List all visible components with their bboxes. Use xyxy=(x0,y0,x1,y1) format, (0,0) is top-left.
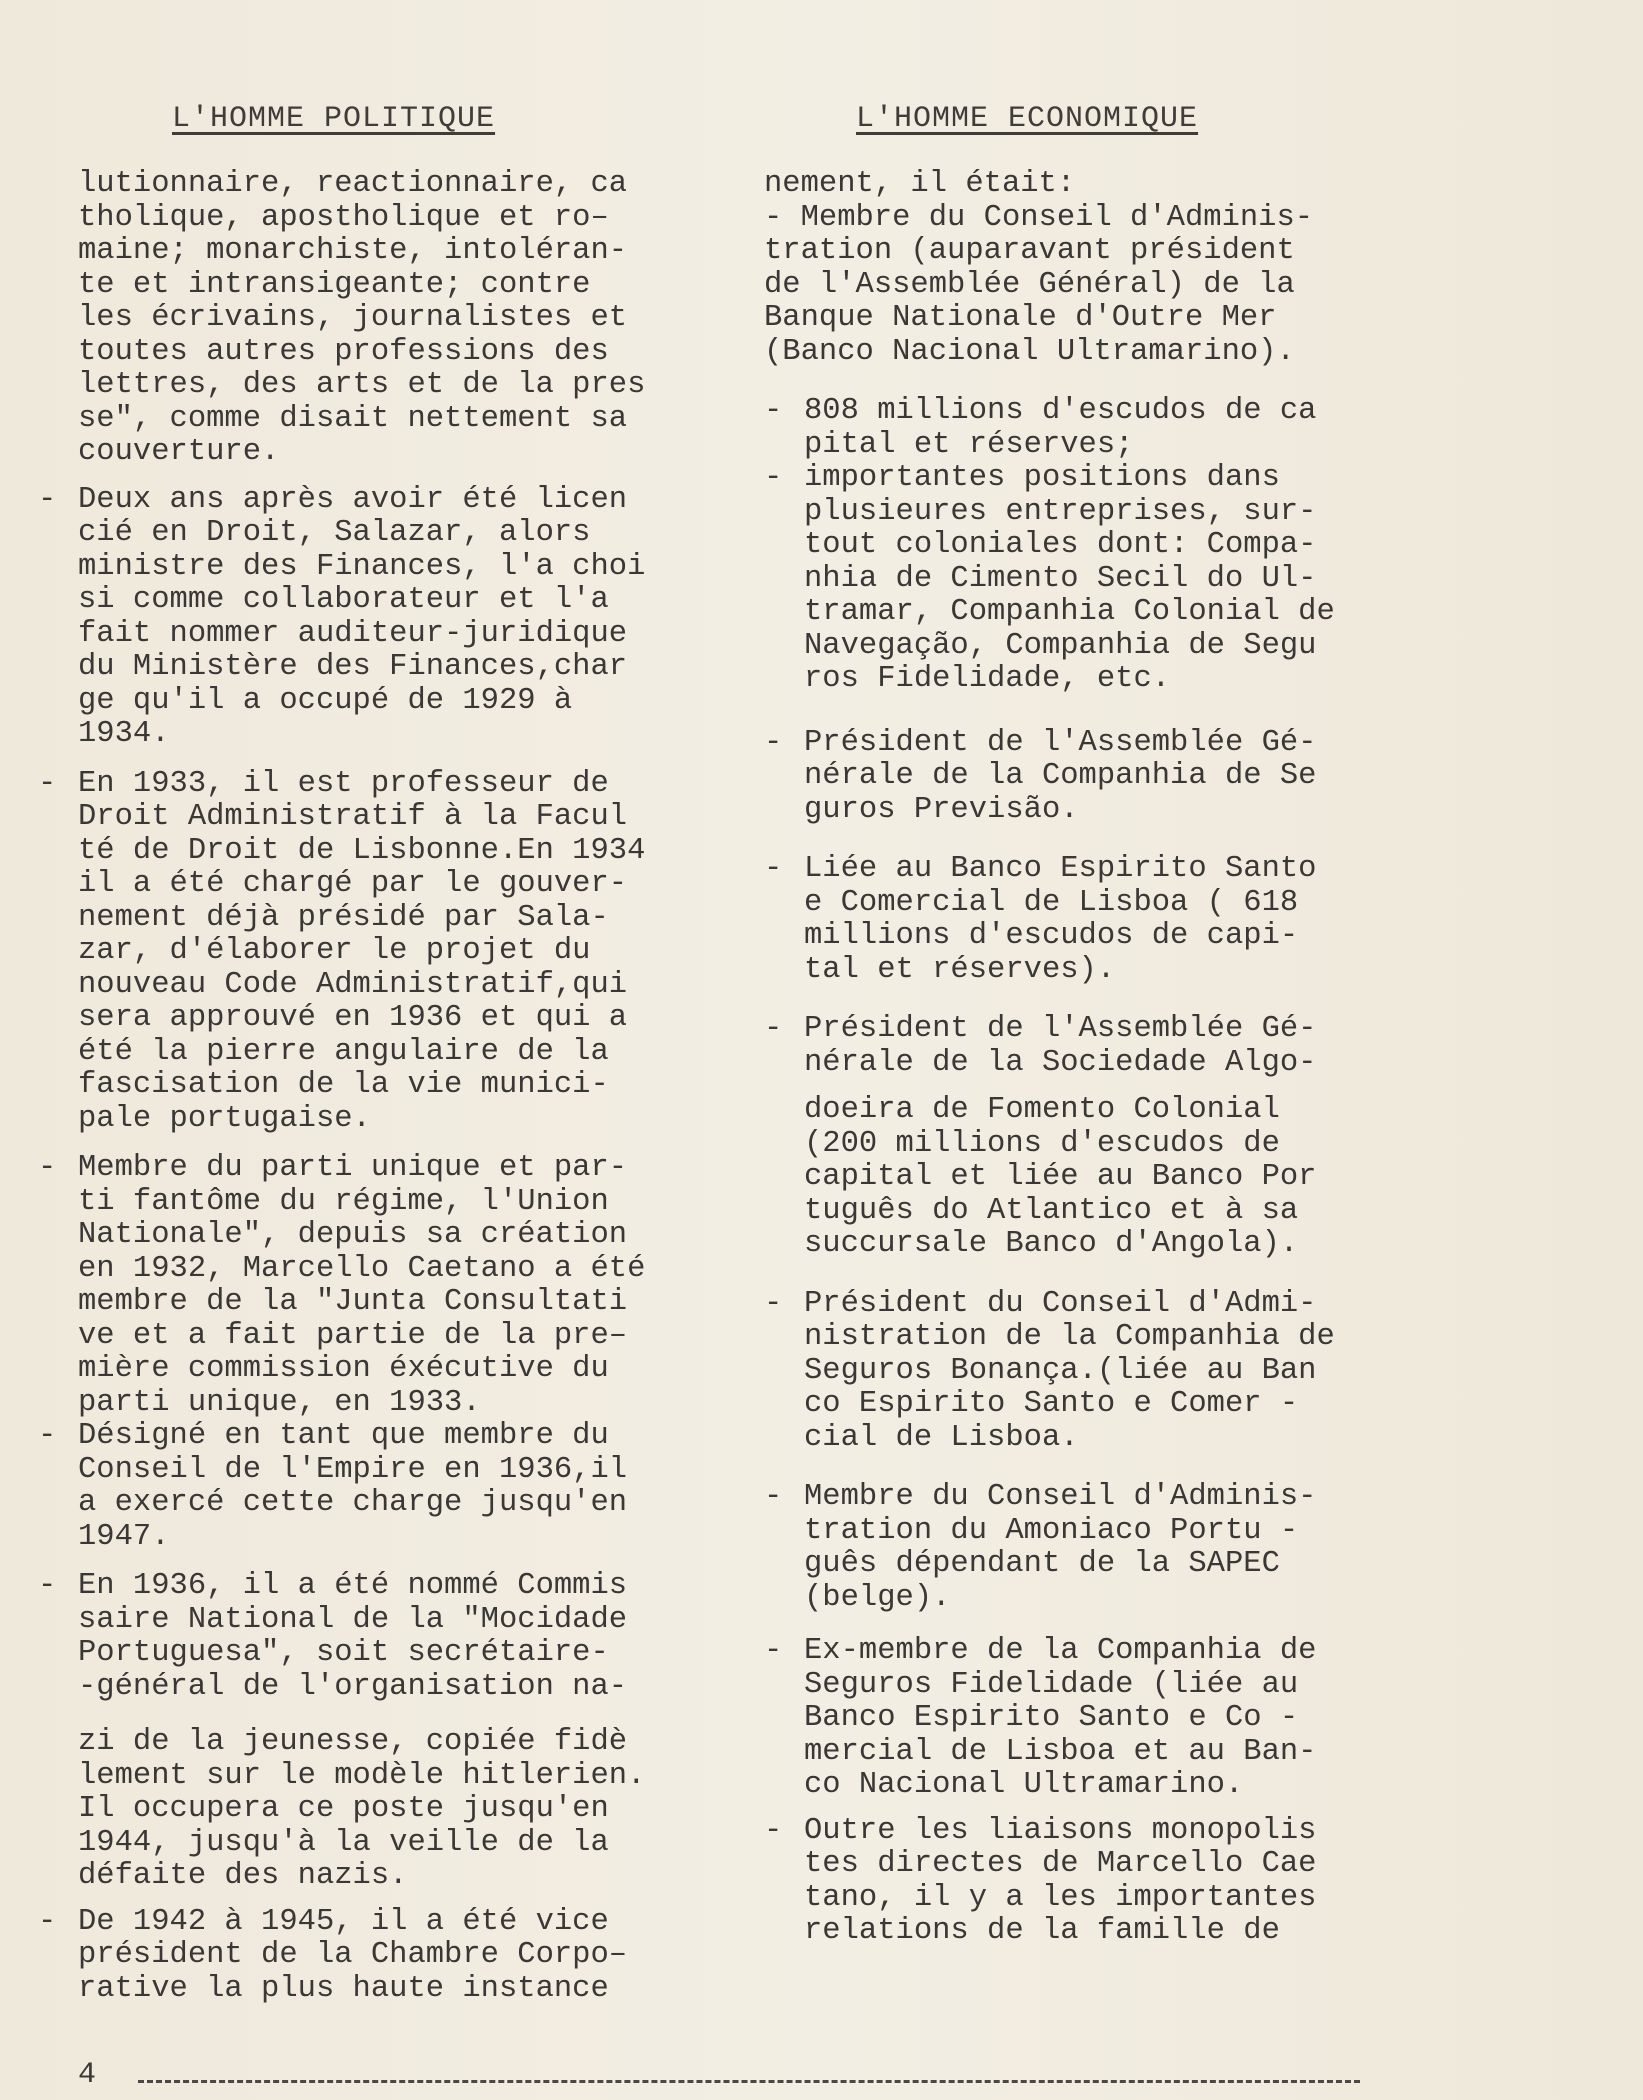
text-line: - Membre du Conseil d'Adminis- xyxy=(764,200,1314,235)
text-line: fait nommer auditeur-juridique xyxy=(78,616,628,651)
right-paragraph xyxy=(758,853,1368,987)
text-line: nérale de la Sociedade Algo- xyxy=(804,1045,1317,1080)
text-line: co Nacional Ultramarino. xyxy=(804,1768,1244,1802)
bullet-dash: - xyxy=(764,852,783,886)
text-line: guês dépendant de la SAPEC xyxy=(804,1547,1280,1581)
text-line: Membre du Conseil d'Adminis- xyxy=(804,1480,1317,1514)
text-line: pale portugaise. xyxy=(78,1101,371,1136)
bullet-dash: - xyxy=(764,1480,783,1514)
text-line: (200 millions d'escudos de xyxy=(804,1126,1280,1161)
text-line: nouveau Code Administratif,qui xyxy=(78,967,628,1002)
text-line: ministre des Finances, l'a choi xyxy=(78,549,646,584)
text-line: ros Fidelidade, etc. xyxy=(804,662,1171,696)
text-line: importantes positions dans xyxy=(804,461,1280,495)
left-paragraph xyxy=(32,1726,682,1894)
right-paragraph xyxy=(758,168,1368,369)
text-line: tramar, Companhia Colonial de xyxy=(804,595,1335,629)
left-paragraph xyxy=(32,1420,682,1554)
text-line: co Espirito Santo e Comer - xyxy=(804,1387,1299,1421)
text-line: Ex-membre de la Companhia de xyxy=(804,1634,1317,1668)
right-paragraph xyxy=(758,395,1368,462)
text-line: tout coloniales dont: Compa- xyxy=(804,528,1317,562)
text-line: plusieures entreprises, sur- xyxy=(804,494,1317,529)
text-line: te et intransigeante; contre xyxy=(78,267,591,302)
text-line: tal et réserves). xyxy=(804,952,1116,987)
text-line: nistration de la Companhia de xyxy=(804,1320,1335,1354)
text-line: Banco Espirito Santo e Co - xyxy=(804,1701,1299,1735)
text-line: couverture. xyxy=(78,435,280,469)
text-line: cial de Lisboa. xyxy=(804,1420,1079,1455)
text-line: (belge). xyxy=(804,1580,951,1615)
text-line: Seguros Bonança.(liée au Ban xyxy=(804,1353,1317,1388)
text-line: En 1933, il est professeur de xyxy=(78,766,609,801)
text-line: les écrivains, journalistes et xyxy=(78,301,628,335)
text-line: du Ministère des Finances,char xyxy=(78,650,628,684)
text-line: relations de la famille de xyxy=(804,1914,1280,1948)
right-paragraph xyxy=(758,1635,1368,1803)
text-line: Nationale", depuis sa création xyxy=(78,1218,628,1252)
left-paragraph xyxy=(32,484,682,752)
text-line: ve et a fait partie de la pre– xyxy=(78,1318,628,1353)
text-line: président de la Chambre Corpo– xyxy=(78,1938,628,1972)
bullet-dash: - xyxy=(764,725,783,760)
text-line: de l'Assemblée Général) de la xyxy=(764,267,1295,302)
right-paragraph xyxy=(758,727,1368,828)
text-line: succursale Banco d'Angola). xyxy=(804,1227,1299,1261)
text-line: doeira de Fomento Colonial xyxy=(804,1093,1280,1127)
left-column xyxy=(32,168,682,2006)
text-line: tration du Amoniaco Portu - xyxy=(804,1513,1299,1548)
column-header-right: L'HOMME ECONOMIQUE xyxy=(856,102,1199,136)
text-line: Deux ans après avoir été licen xyxy=(78,482,628,517)
bullet-dash: - xyxy=(38,1904,57,1939)
left-paragraph xyxy=(32,168,682,470)
text-line: 808 millions d'escudos de ca xyxy=(804,394,1317,428)
text-line: Conseil de l'Empire en 1936,il xyxy=(78,1452,628,1487)
text-line: mière commission éxécutive du xyxy=(78,1352,609,1386)
right-paragraph xyxy=(758,1815,1368,1949)
text-line: fascisation de la vie munici- xyxy=(78,1068,609,1102)
left-paragraph xyxy=(32,1152,682,1420)
text-line: nhia de Cimento Secil do Ul- xyxy=(804,561,1317,596)
text-line: pital et réserves; xyxy=(804,427,1134,462)
text-line: Président du Conseil d'Admi- xyxy=(804,1286,1317,1321)
text-line: mercial de Lisboa et au Ban- xyxy=(804,1734,1317,1769)
right-column xyxy=(758,168,1368,1949)
text-line: lettres, des arts et de la pres xyxy=(78,368,646,402)
text-line: Portuguesa", soit secrétaire- xyxy=(78,1636,609,1670)
text-line: tration (auparavant président xyxy=(764,234,1295,268)
right-paragraph xyxy=(758,1094,1368,1262)
text-line: tholique, apostholique et ro– xyxy=(78,200,609,235)
bullet-dash: - xyxy=(764,1813,783,1848)
bullet-dash: - xyxy=(38,482,57,517)
bullet-dash: - xyxy=(764,1634,783,1668)
text-line: Liée au Banco Espirito Santo xyxy=(804,852,1317,886)
text-line: e Comercial de Lisboa ( 618 xyxy=(804,885,1299,920)
text-line: en 1932, Marcello Caetano a été xyxy=(78,1251,646,1286)
text-line: capital et liée au Banco Por xyxy=(804,1160,1317,1194)
text-line: saire National de la "Mocidade xyxy=(78,1602,628,1637)
text-line: Outre les liaisons monopolis xyxy=(804,1813,1317,1848)
bullet-dash: - xyxy=(764,394,783,428)
text-line: membre de la "Junta Consultati xyxy=(78,1285,628,1319)
text-line: 1944, jusqu'à la veille de la xyxy=(78,1825,609,1860)
right-paragraph xyxy=(758,1288,1368,1456)
text-line: Banque Nationale d'Outre Mer xyxy=(764,301,1277,335)
text-line: Navegação, Companhia de Segu xyxy=(804,628,1317,663)
text-line: si comme collaborateur et l'a xyxy=(78,583,609,617)
text-line: défaite des nazis. xyxy=(78,1859,408,1893)
bullet-dash: - xyxy=(38,1569,57,1603)
text-line: Droit Administratif à la Facul xyxy=(78,800,628,834)
text-line: a exercé cette charge jusqu'en xyxy=(78,1486,628,1520)
left-paragraph xyxy=(32,1906,682,2007)
text-line: tano, il y a les importantes xyxy=(804,1880,1317,1915)
text-line: zi de la jeunesse, copiée fidè xyxy=(78,1725,628,1759)
text-line: té de Droit de Lisbonne.En 1934 xyxy=(78,833,646,868)
bullet-dash: - xyxy=(764,1286,783,1321)
bullet-dash: - xyxy=(38,1151,57,1185)
text-line: sera approuvé en 1936 et qui a xyxy=(78,1001,628,1035)
page-number: 4 xyxy=(78,2058,97,2092)
right-paragraph xyxy=(758,462,1368,697)
text-line: Il occupera ce poste jusqu'en xyxy=(78,1792,609,1826)
text-line: tuguês do Atlantico et à sa xyxy=(804,1193,1299,1228)
text-line: il a été chargé par le gouver- xyxy=(78,867,628,901)
text-line: Seguros Fidelidade (liée au xyxy=(804,1667,1299,1702)
text-line: Membre du parti unique et par- xyxy=(78,1151,628,1185)
footer-dashed-rule xyxy=(138,2080,1360,2083)
text-line: parti unique, en 1933. xyxy=(78,1385,481,1420)
bullet-dash: - xyxy=(764,461,783,495)
text-line: cié en Droit, Salazar, alors xyxy=(78,516,591,550)
text-line: nement, il était: xyxy=(764,167,1076,201)
text-line: se", comme disait nettement sa xyxy=(78,401,628,436)
bullet-dash: - xyxy=(764,1012,783,1046)
text-line: guros Previsão. xyxy=(804,792,1079,827)
text-line: nement déjà présidé par Sala- xyxy=(78,900,609,935)
text-line: ti fantôme du régime, l'Union xyxy=(78,1184,609,1219)
text-line: lutionnaire, reactionnaire, ca xyxy=(78,167,628,201)
bullet-dash: - xyxy=(38,766,57,801)
left-paragraph xyxy=(32,768,682,1137)
text-line: toutes autres professions des xyxy=(78,334,609,369)
right-paragraph xyxy=(758,1481,1368,1615)
text-line: maine; monarchiste, intoléran- xyxy=(78,234,628,268)
text-line: De 1942 à 1945, il a été vice xyxy=(78,1904,609,1939)
text-line: millions d'escudos de capi- xyxy=(804,919,1299,953)
text-line: 1934. xyxy=(78,717,170,751)
text-line: 1947. xyxy=(78,1519,170,1554)
text-line: rative la plus haute instance xyxy=(78,1971,609,2006)
text-line: Désigné en tant que membre du xyxy=(78,1419,609,1453)
text-line: -général de l'organisation na- xyxy=(78,1669,628,1704)
text-line: lement sur le modèle hitlerien. xyxy=(78,1758,646,1793)
text-line: Président de l'Assemblée Gé- xyxy=(804,1012,1317,1046)
text-line: tes directes de Marcello Cae xyxy=(804,1847,1317,1881)
left-paragraph xyxy=(32,1570,682,1704)
text-line: Président de l'Assemblée Gé- xyxy=(804,725,1317,760)
right-paragraph xyxy=(758,1013,1368,1080)
text-line: nérale de la Companhia de Se xyxy=(804,759,1317,793)
bullet-dash: - xyxy=(38,1419,57,1453)
text-line: ge qu'il a occupé de 1929 à xyxy=(78,683,573,718)
column-header-left: L'HOMME POLITIQUE xyxy=(172,102,496,136)
text-line: zar, d'élaborer le projet du xyxy=(78,934,591,968)
text-line: En 1936, il a été nommé Commis xyxy=(78,1569,628,1603)
text-line: été la pierre angulaire de la xyxy=(78,1034,609,1069)
text-line: (Banco Nacional Ultramarino). xyxy=(764,334,1295,369)
